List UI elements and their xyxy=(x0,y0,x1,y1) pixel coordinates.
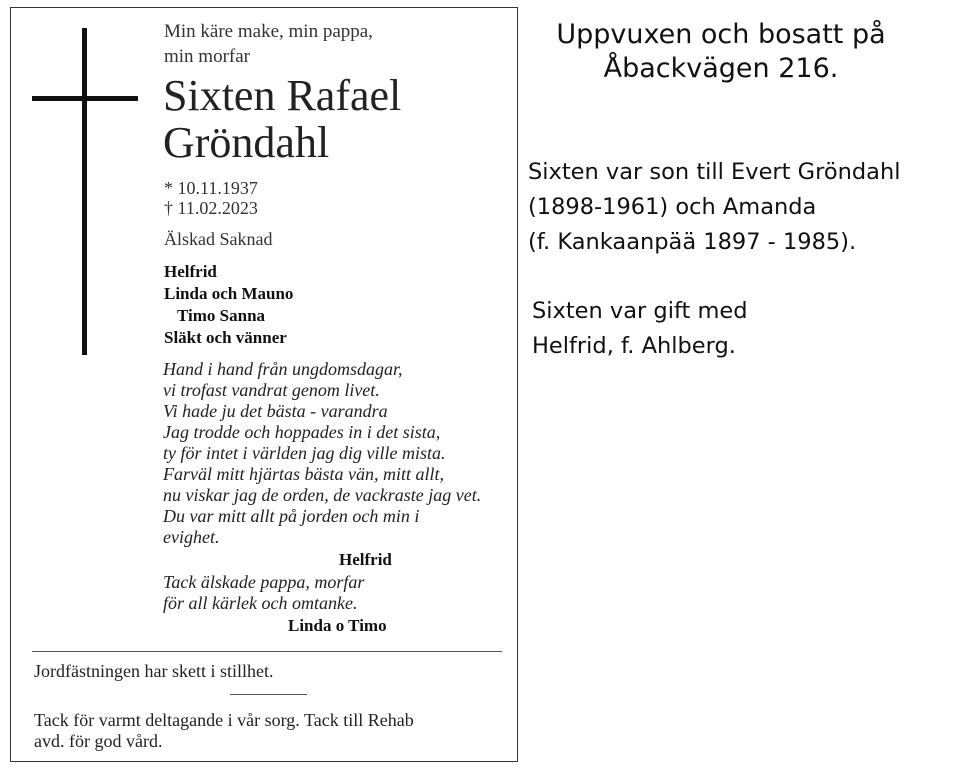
poem-line: evighet. xyxy=(163,527,220,547)
thanks-line: för all kärlek och omtanke. xyxy=(163,593,358,613)
section-divider xyxy=(32,651,502,652)
poem-line: vi trofast vandrat genom livet. xyxy=(163,380,380,400)
deceased-first-names: Sixten Rafael xyxy=(163,71,402,120)
spouse-note-line-2: Helfrid, f. Ahlberg. xyxy=(532,333,736,359)
thanks-note-line-1: Tack för varmt deltagande i vår sorg. Tack till Rehab xyxy=(34,710,414,730)
residence-note-line-1: Uppvuxen och bosatt på xyxy=(556,19,886,50)
mourner-2: Linda och Mauno xyxy=(164,284,294,303)
poem-line: Jag trodde och hoppades in i det sista, xyxy=(163,422,441,442)
poem-line: Vi hade ju det bästa - varandra xyxy=(163,401,388,421)
parents-note-line-1: Sixten var son till Evert Gröndahl xyxy=(528,159,901,185)
cross-horizontal-bar xyxy=(32,96,138,101)
short-divider xyxy=(230,694,307,695)
thanks-note-line-2: avd. för god vård. xyxy=(34,731,163,751)
obituary-notice xyxy=(10,7,518,762)
residence-note-line-2: Åbackvägen 216. xyxy=(603,53,839,84)
thanks-line: Tack älskade pappa, morfar xyxy=(163,572,365,592)
poem-line: Du var mitt allt på jorden och min i xyxy=(163,506,420,526)
poem-signature: Helfrid xyxy=(339,550,392,569)
mourner-1: Helfrid xyxy=(164,262,217,281)
parents-note-line-3: (f. Kankaanpää 1897 - 1985). xyxy=(528,229,857,255)
mourner-4: Släkt och vänner xyxy=(164,328,287,347)
poem-line: nu viskar jag de orden, de vackraste jag vet. xyxy=(163,485,482,505)
spouse-note-line-1: Sixten var gift med xyxy=(532,298,748,324)
poem-line: Hand i hand från ungdomsdagar, xyxy=(163,359,403,379)
intro-line-1: Min käre make, min pappa, xyxy=(164,21,373,42)
birth-date: * 10.11.1937 xyxy=(164,178,258,198)
death-date: † 11.02.2023 xyxy=(164,198,258,218)
thanks-signature: Linda o Timo xyxy=(288,616,387,635)
mourner-3: Timo Sanna xyxy=(177,306,266,325)
cross-vertical-bar xyxy=(82,28,87,355)
poem-line: ty för intet i världen jag dig ville mista. xyxy=(163,443,446,463)
poem-line: Farväl mitt hjärtas bästa vän, mitt allt, xyxy=(163,464,445,484)
tagline: Älskad Saknad xyxy=(164,229,273,249)
parents-note-line-2: (1898-1961) och Amanda xyxy=(528,194,817,220)
intro-line-2: min morfar xyxy=(164,46,251,67)
deceased-surname: Gröndahl xyxy=(163,118,330,167)
burial-note: Jordfästningen har skett i stillhet. xyxy=(34,661,274,681)
